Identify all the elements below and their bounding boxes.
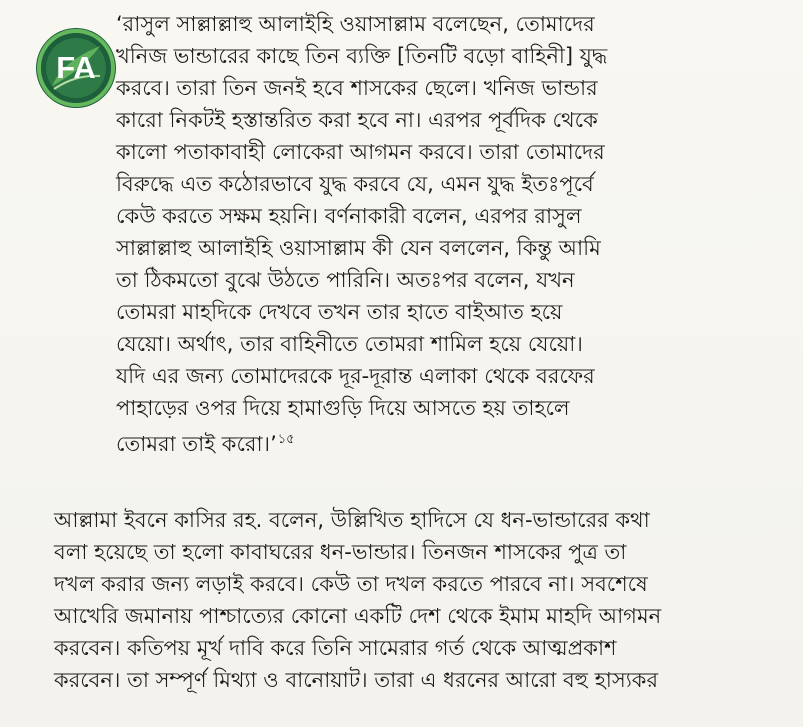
quote-line: পাহাড়ের ওপর দিয়ে হামাগুড়ি দিয়ে আসতে হয় তাহলে <box>116 396 570 420</box>
paragraph-line: আখেরি জমানায় পাশ্চাত্যের কোনো একটি দেশ থেকে ইমাম মাহদি আগমন <box>54 604 662 628</box>
quote-final-text: তোমরা তাই করো।’ <box>116 432 277 456</box>
quote-line: কেউ করতে সক্ষম হয়নি। বর্ণনাকারী বলেন, এরপর রাসুল <box>116 204 582 228</box>
quote-line: যেয়ো। অর্থাৎ, তার বাহিনীতে তোমরা শামিল হয়ে যেয়ো। <box>116 332 583 356</box>
commentary-paragraph <box>54 504 744 696</box>
quote-line: যদি এর জন্য তোমাদেরকে দূর-দূরান্ত এলাকা থেকে বরফের <box>116 364 595 388</box>
hadith-quote <box>116 8 636 456</box>
quote-line: সাল্লাল্লাহু আলাইহি ওয়াসাল্লাম কী যেন বললেন, কিন্তু আমি <box>116 236 601 260</box>
paragraph-line: আল্লামা ইবনে কাসির রহ. বলেন, উল্লিখিত হাদিসে যে ধন-ভান্ডারের কথা <box>54 508 650 532</box>
quote-line: বিরুদ্ধে এত কঠোরভাবে যুদ্ধ করবে যে, এমন যুদ্ধ ইতঃপূর্বে <box>116 172 594 196</box>
footnote-marker: ১৫ <box>277 432 295 447</box>
quote-line: ‘রাসুল সাল্লাল্লাহু আলাইহি ওয়াসাল্লাম বলেছেন, তোমাদের <box>116 12 595 36</box>
quote-line-last <box>116 424 636 456</box>
quote-line: খনিজ ভান্ডারের কাছে তিন ব্যক্তি [তিনটি বড়ো বাহিনী] যুদ্ধ <box>116 44 608 68</box>
logo-text: FA <box>56 50 96 85</box>
quote-line: করবে। তারা তিন জনই হবে শাসকের ছেলে। খনিজ ভান্ডার <box>116 76 598 100</box>
quote-line: কালো পতাকাবাহী লোকেরা আগমন করবে। তারা তোমাদের <box>116 140 605 164</box>
paragraph-line: দখল করার জন্য লড়াই করবে। কেউ তা দখল করতে পারবে না। সবশেষে <box>54 572 648 596</box>
quote-line: তোমরা মাহদিকে দেখবে তখন তার হাতে বাইআত হয়ে <box>116 300 563 324</box>
paragraph-line: বলা হয়েছে তা হলো কাবাঘরের ধন-ভান্ডার। তিনজন শাসকের পুত্র তা <box>54 540 627 564</box>
paragraph-line: করবেন। তা সম্পূর্ণ মিথ্যা ও বানোয়াট। তারা এ ধরনের আরো বহু হাস্যকর <box>54 668 659 692</box>
quote-line: তা ঠিকমতো বুঝে উঠতে পারিনি। অতঃপর বলেন, যখন <box>116 268 575 292</box>
paragraph-line: করবেন। কতিপয় মূর্খ দাবি করে তিনি সামেরার গর্ত থেকে আত্মপ্রকাশ <box>54 636 617 660</box>
quote-line: কারো নিকটই হস্তান্তরিত করা হবে না। এরপর পূর্বদিক থেকে <box>116 108 598 132</box>
fa-logo-icon <box>34 26 118 110</box>
